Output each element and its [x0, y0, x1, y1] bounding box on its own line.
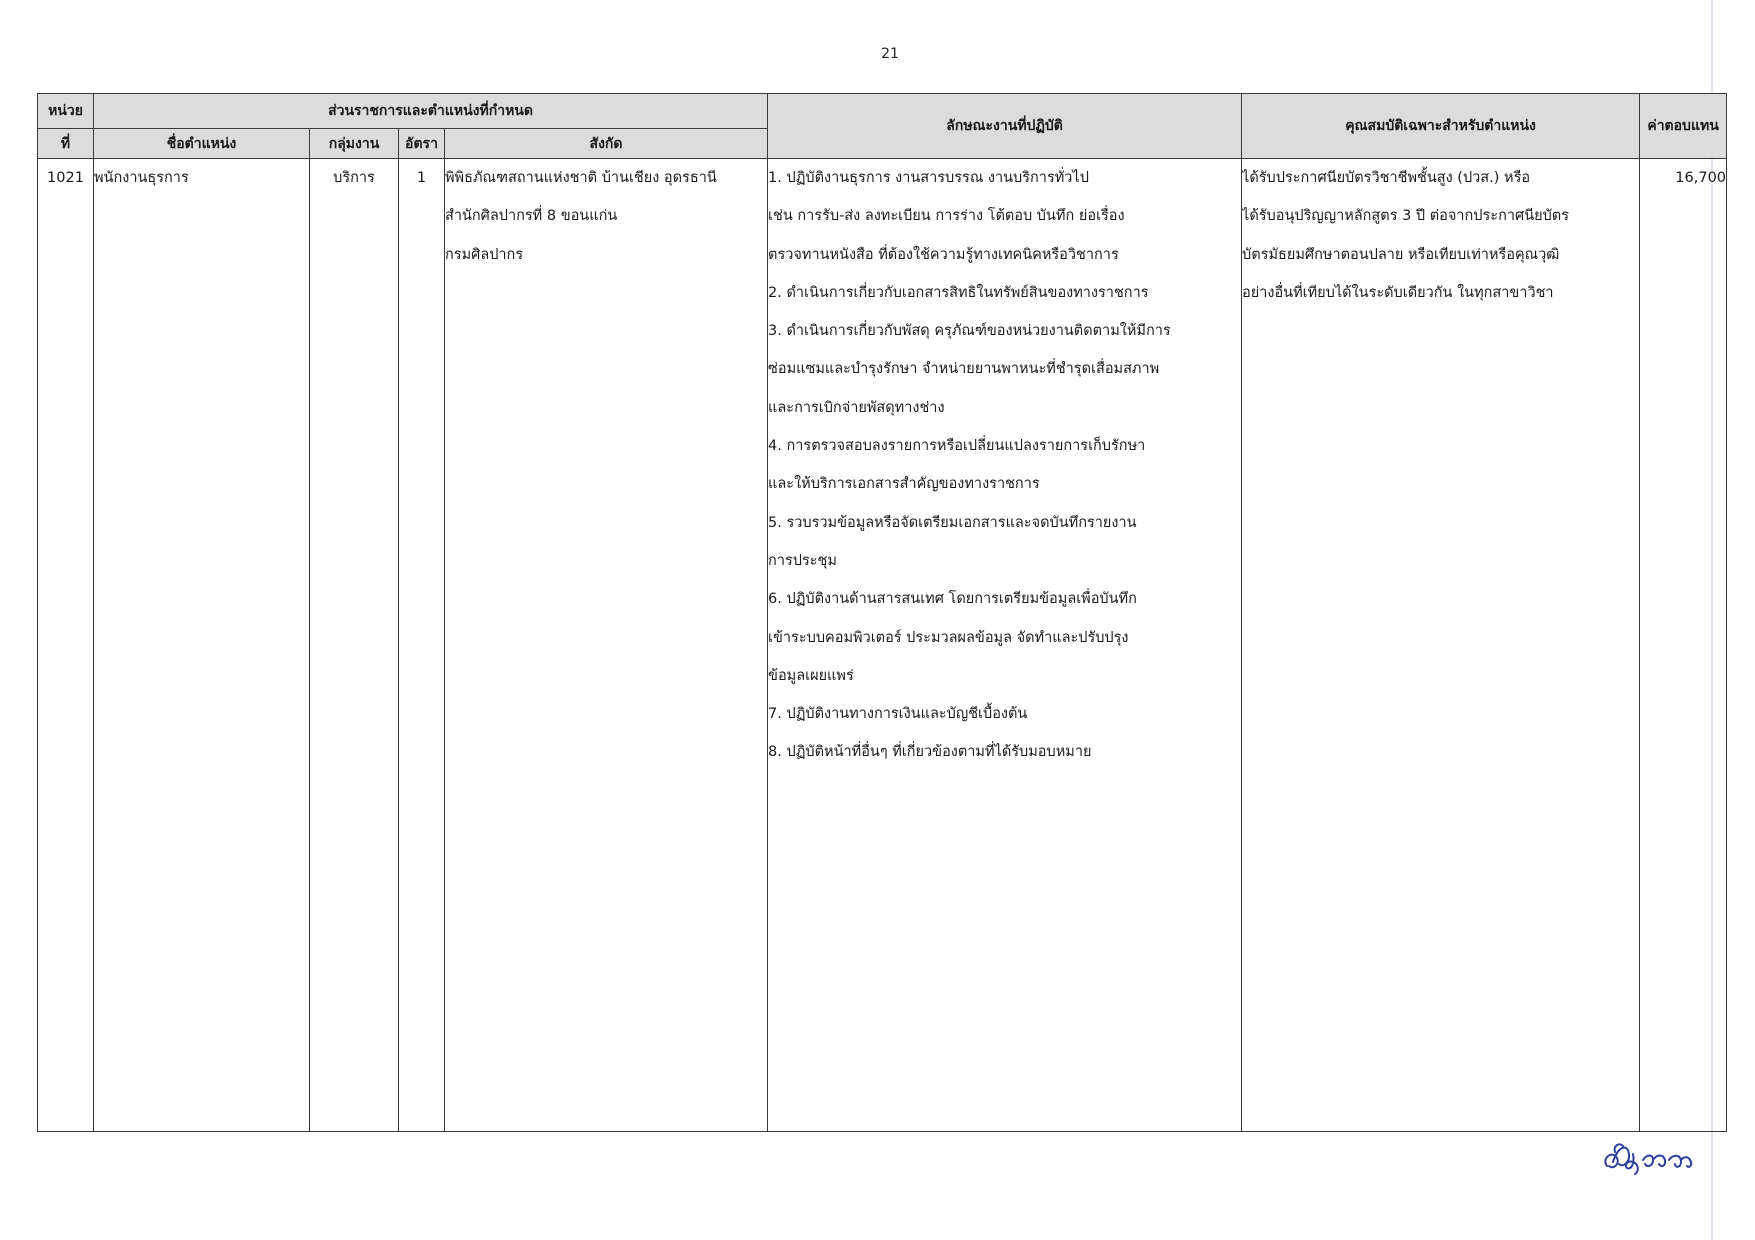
- duty-line: เข้าระบบคอมพิวเตอร์ ประมวลผลข้อมูล จัดทำและปรับปรุง: [768, 629, 1129, 646]
- cell-qualifications: [1242, 159, 1640, 1132]
- header-group-title: ส่วนราชการและตำแหน่งที่กำหนด: [94, 94, 768, 129]
- cell-duties: [768, 159, 1242, 1132]
- qualification-line: ได้รับอนุปริญญาหลักสูตร 3 ปี ต่อจากประกาศนียบัตร: [1242, 208, 1570, 225]
- table-row: [38, 159, 1727, 1132]
- duty-line: 2. ดำเนินการเกี่ยวกับเอกสารสิทธิในทรัพย์สินของทางราชการ: [768, 284, 1149, 301]
- compensation: 16,700: [1675, 170, 1727, 186]
- position-name: พนักงานธุรการ: [94, 170, 189, 186]
- header-duties: ลักษณะงานที่ปฏิบัติ: [768, 94, 1242, 159]
- cell-compensation: [1640, 159, 1727, 1132]
- affiliation-line: พิพิธภัณฑสถานแห่งชาติ บ้านเชียง อุดรธานี: [445, 170, 717, 186]
- header-compensation: ค่าตอบแทน: [1640, 94, 1727, 159]
- header-unit-bottom: ที่: [38, 129, 94, 159]
- duty-line: ซ่อมแซมและบำรุงรักษา จำหน่ายยานพาหนะที่ชำรุดเสื่อมสภาพ: [768, 361, 1160, 378]
- position-table: [37, 93, 1727, 1132]
- duty-line: 7. ปฏิบัติงานทางการเงินและบัญชีเบื้องต้น: [768, 706, 1028, 723]
- header-work-group: กลุ่มงาน: [310, 129, 399, 159]
- affiliation-line: สำนักศิลปากรที่ 8 ขอนแก่น: [445, 208, 618, 225]
- header-affiliation: สังกัด: [445, 129, 768, 159]
- qualification-line: บัตรมัธยมศึกษาตอนปลาย หรือเทียบเท่าหรือคุณวุฒิ: [1242, 246, 1560, 263]
- header-row-top: [38, 94, 1727, 129]
- work-group: บริการ: [333, 170, 375, 186]
- header-rate: อัตรา: [399, 129, 445, 159]
- duty-line: และการเบิกจ่ายพัสดุทางช่าง: [768, 399, 945, 416]
- header-unit-top: หน่วย: [38, 94, 94, 129]
- header-qualifications: คุณสมบัติเฉพาะสำหรับตำแหน่ง: [1242, 94, 1640, 159]
- cell-rate: [399, 159, 445, 1132]
- duty-line: 3. ดำเนินการเกี่ยวกับพัสดุ ครุภัณฑ์ของหน่วยงานติดตามให้มีการ: [768, 323, 1171, 340]
- qualification-line: อย่างอื่นที่เทียบได้ในระดับเดียวกัน ในทุกสาขาวิชา: [1242, 284, 1554, 301]
- duty-line: 5. รวบรวมข้อมูลหรือจัดเตรียมเอกสารและจดบันทึกรายงาน: [768, 514, 1137, 531]
- duty-line: เช่น การรับ-ส่ง ลงทะเบียน การร่าง โต้ตอบ บันทึก ย่อเรื่อง: [768, 208, 1125, 225]
- affiliation-line: กรมศิลปากร: [445, 246, 524, 263]
- cell-work-group: [310, 159, 399, 1132]
- duty-line: 4. การตรวจสอบลงรายการหรือเปลี่ยนแปลงรายการเก็บรักษา: [768, 438, 1146, 455]
- cell-unit-no: [38, 159, 94, 1132]
- rate: 1: [416, 170, 427, 186]
- qualification-line: ได้รับประกาศนียบัตรวิชาชีพชั้นสูง (ปวส.) หรือ: [1242, 170, 1531, 186]
- duty-line: 1. ปฏิบัติงานธุรการ งานสารบรรณ งานบริการทั่วไป: [768, 170, 1089, 186]
- cell-position-name: [94, 159, 310, 1132]
- header-position-name: ชื่อตำแหน่ง: [94, 129, 310, 159]
- duty-line: 6. ปฏิบัติงานด้านสารสนเทศ โดยการเตรียมข้อมูลเพื่อบันทึก: [768, 591, 1137, 608]
- duty-line: 8. ปฏิบัติหน้าที่อื่นๆ ที่เกี่ยวข้องตามที่ได้รับมอบหมาย: [768, 744, 1092, 761]
- duty-line: ข้อมูลเผยแพร่: [768, 667, 854, 684]
- cell-affiliation: [445, 159, 768, 1132]
- page-number: 21: [881, 46, 899, 62]
- duty-line: ตรวจทานหนังสือ ที่ต้องใช้ความรู้ทางเทคนิคหรือวิชาการ: [768, 246, 1119, 263]
- duty-line: การประชุม: [768, 552, 837, 569]
- unit-no: 1021: [47, 170, 84, 186]
- handwritten-signature: [1595, 1130, 1705, 1180]
- duty-line: และให้บริการเอกสารสำคัญของทางราชการ: [768, 476, 1040, 493]
